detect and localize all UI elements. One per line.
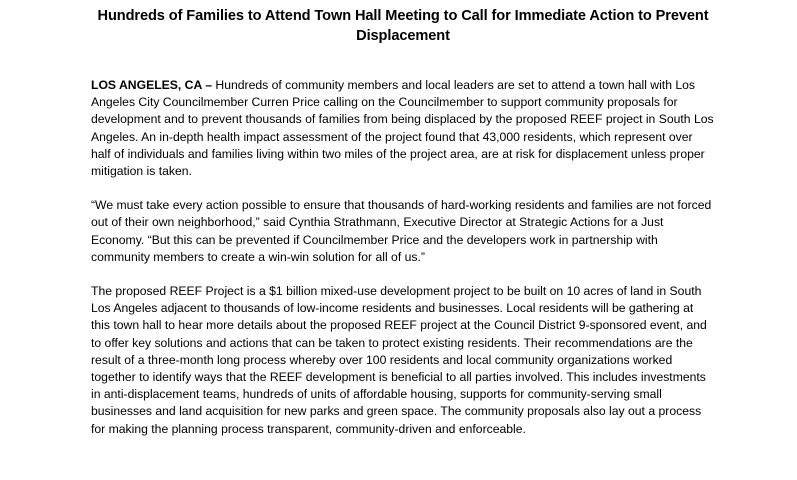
- paragraph-intro: [91, 77, 715, 180]
- paragraph-intro-text: Hundreds of community members and local leaders are set to attend a town hall with Los Angeles City Councilmember Curren Price calling on the Councilmember to support community proposals for development and to prevent thousands of families from being displaced by the proposed REEF project in South Los Angeles. An in-depth health impact assessment of the project found that 43,000 residents, which represent over half of individuals and families living within two miles of the project area, are at risk for displacement unless proper mitigation is taken.: [91, 78, 714, 179]
- dateline: LOS ANGELES, CA –: [91, 78, 212, 92]
- document-title: Hundreds of Families to Attend Town Hall Meeting to Call for Immediate Action to Prevent Displacement: [97, 8, 709, 44]
- paragraph-project-details: The proposed REEF Project is a $1 billion mixed-use development project to be built on 10 acres of land in South Los Angeles adjacent to thousands of low-income residents and businesses. Local residents will be gathering at this town hall to hear more details about the proposed REEF project at the Council District 9-sponsored event, and to offer key solutions and actions that can be taken to protect existing residents. Their recommendations are the result of a three-month long process whereby over 100 residents and local community organizations worked together to identify ways that the REEF development is beneficial to all parties involved. This includes investments in anti-displacement teams, hundreds of units of affordable housing, supports for community-serving small businesses and land acquisition for new parks and green space. The community proposals also lay out a process for making the planning process transparent, community-driven and enforceable.: [91, 284, 707, 436]
- press-release-document: [91, 6, 715, 438]
- paragraph-quote: “We must take every action possible to ensure that thousands of hard-working residents and families are not forced out of their own neighborhood,” said Cynthia Strathmann, Executive Director at Strategic Actions for a Just Economy. “But this can be prevented if Councilmember Price and the developers work in partnership with community members to create a win-win solution for all of us.”: [91, 198, 712, 264]
